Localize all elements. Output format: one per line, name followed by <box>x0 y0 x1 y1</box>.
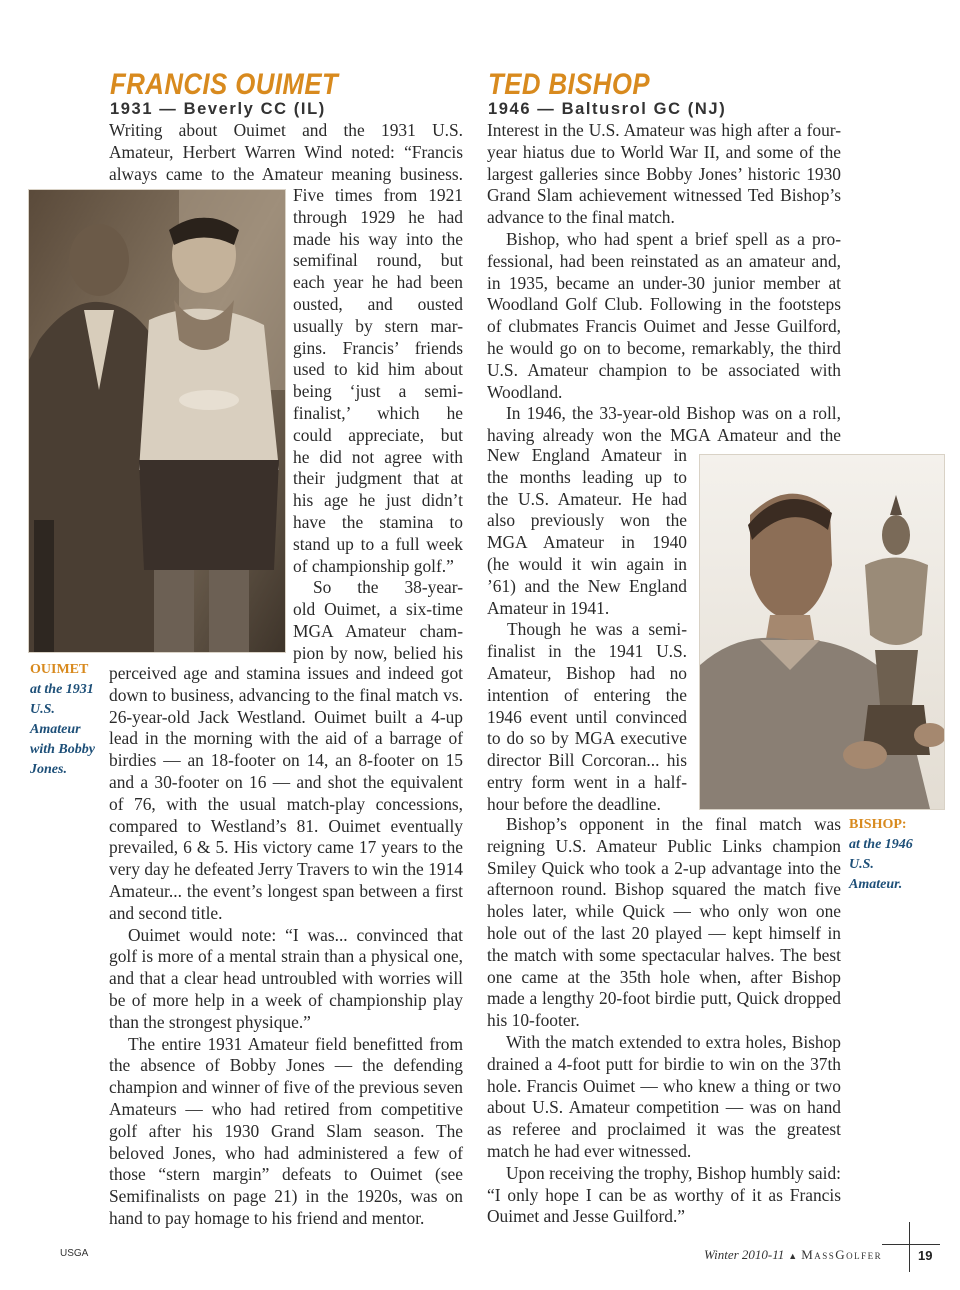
left-wrap-line: pion by now, belied his <box>293 642 463 663</box>
right-paragraph: Bishop, who had spent a brief spell as a professional, had been reinstated as an amateur and, in 1935, became an under-30 junior member at Woodland Golf Club. Following in the footsteps of clubmates Francis Ouimet and Jesse Guilford, he would go on to become, remarkably, the third U.S. Amateur champion to be associated with Woodland. <box>487 228 841 402</box>
right-paragraph: In 1946, the 33-year-old Bishop was on a roll, having already won the MGA Amateur and the <box>487 403 841 446</box>
left-wrap-line: his age he just didn’t <box>293 490 463 511</box>
left-wrap-line: stand up to a full week <box>293 533 463 554</box>
caption-lead: OUIMET <box>30 662 89 677</box>
left-headline: FRANCIS OUIMET <box>110 68 339 101</box>
left-wrap-line: semifinal round, but <box>293 250 463 271</box>
left-wrap-line: ousted, and ousted <box>293 293 463 314</box>
right-paragraph: With the match extended to extra holes, Bishop drained a 4-foot putt for birdie to win on the 37th hole. Francis Ouimet — who knew a thing or two about U.S. Amateur competition — was on hand as referee and proclaimed it was the greatest match he had ever witnessed. <box>487 1031 841 1161</box>
right-wrap-line: Though he was a semi- <box>507 619 687 640</box>
left-wrap-line: have the stamina to <box>293 511 463 532</box>
left-wrap-text <box>293 185 463 665</box>
caption-text: at the 1931 U.S. Amateur with Bobby Jones. <box>30 682 95 777</box>
left-paragraph: Ouimet would note: “I was... convinced that golf is more of a mental strain than a physical one, and that a clear head untroubled with worries will be of more help in a week of championship play than the strongest physique.” <box>109 924 463 1032</box>
right-paragraph: Bishop’s opponent in the final match was reigning U.S. Amateur Public Links champion Smiley Quick who took a 2-up advantage into the afternoon round. Bishop squared the match five holes later, while Quick — who only won one hole out of the last 20 played — kept himself in the match with some spectacular halves. The best one came at the 35th hole when, after Bishop made a lengthy 20-foot birdie putt, Quick dropped his 10-footer. <box>487 814 841 1031</box>
right-paragraph: Upon receiving the trophy, Bishop humbly said: “I only hope I can be as worthy of it as Francis Ouimet and Jesse Guilford.” <box>487 1162 841 1227</box>
bishop-trophy-photo <box>700 455 944 809</box>
crop-mark-vertical <box>909 1222 910 1272</box>
left-paragraph: perceived age and stamina issues and indeed got down to business, advancing to the final match vs. 26-year-old Jack Westland. Ouimet built a 4-up lead in the morning with the aid of a barrage of birdies — an 18-footer on 14, an 8-footer on 15 and a 30-footer on 16 — and shot the equivalent of 76, with the usual match-play concessions, compared to Westland’s 81. Ouimet eventually prevailed, 6 & 5. His victory came 17 years to the very day he defeated Jerry Travers to win the 1914 Amateur... the event’s longest span between a first and second title. <box>109 663 463 923</box>
left-wrap-line: used to kid him about <box>293 359 463 380</box>
left-wrap-line: of championship golf.” <box>293 555 454 576</box>
left-paragraph: The entire 1931 Amateur field benefitted from the absence of Bobby Jones — the defending champion and winner of five of the previous seven Amateurs — who had retired from competitive golf after his 1930 Grand Slam season. The beloved Jones, who had administered a few of those “stern margin” defeats to Ouimet (see Semifinalists on page 21) in the 1920s, was on hand to pay homage to his friend and mentor. <box>109 1033 463 1228</box>
right-wrap-line: director Bill Corcoran... his <box>487 750 687 771</box>
right-wrap-line: also previously won the <box>487 510 687 531</box>
left-body <box>109 663 463 1230</box>
left-line-2: Amateur, Herbert Warren Wind noted: “Francis <box>109 141 463 162</box>
right-wrap-line: the months leading up to <box>487 466 687 487</box>
right-wrap-line: finalist in the 1941 U.S. <box>487 641 687 662</box>
left-wrap-line: finalist,’ which he <box>293 402 463 423</box>
left-wrap-line: So the 38-year- <box>313 577 463 598</box>
triangle-icon: ▲ <box>788 1251 798 1261</box>
right-wrap-line: to do so by MGA executive <box>487 728 687 749</box>
left-wrap-line: through 1929 he had <box>293 206 463 227</box>
left-line-3: always came to the Amateur meaning business. <box>109 163 463 184</box>
right-wrap-line: the U.S. Amateur. He had <box>487 488 687 509</box>
left-intro <box>109 120 463 185</box>
footer-publisher: USGA <box>60 1248 89 1259</box>
left-wrap-line: gins. Francis’ friends <box>293 337 463 358</box>
left-wrap-line: Five times from 1921 <box>293 185 463 205</box>
right-wrap-line: New England Amateur in <box>487 445 687 465</box>
left-line-1: Writing about Ouimet and the 1931 U.S. <box>109 120 463 140</box>
page-number: 19 <box>918 1248 933 1263</box>
left-wrap-line: old Ouimet, a six-time <box>293 599 463 620</box>
right-headline: TED BISHOP <box>488 68 650 101</box>
right-paragraph: Interest in the U.S. Amateur was high after a four-year hiatus due to World War II, and some of the largest galleries since Bobby Jones’ historic 1930 Grand Slam achievement witnessed Ted Bishop’s advance to the final match. <box>487 120 841 228</box>
bishop-photo-caption <box>849 815 929 895</box>
left-wrap-line: being ‘just a semi- <box>293 381 463 402</box>
ouimet-jones-photo-art <box>29 190 285 652</box>
left-wrap-line: could appreciate, but <box>293 424 463 445</box>
caption-lead: BISHOP: <box>849 817 907 832</box>
crop-mark-horizontal <box>882 1244 940 1245</box>
right-wrap-line: 1946 event until convinced <box>487 706 687 727</box>
right-subhead: 1946 — Baltusrol GC (NJ) <box>488 100 727 118</box>
footer-issue-group <box>704 1246 882 1264</box>
right-wrap-line: entry form went in a half- <box>487 771 687 792</box>
left-wrap-line: their judgment that at <box>293 468 463 489</box>
left-wrap-line: he did not agree with <box>293 446 463 467</box>
right-intro <box>487 120 841 447</box>
left-subhead: 1931 — Beverly CC (IL) <box>110 100 326 118</box>
left-wrap-line: made his way into the <box>293 228 463 249</box>
right-wrap-line: Amateur in 1941. <box>487 597 610 618</box>
footer-magazine: MassGolfer <box>801 1247 883 1262</box>
right-wrap-line: (he would it win again in <box>487 553 687 574</box>
bishop-trophy-photo-art <box>700 455 944 809</box>
right-body-narrow <box>487 814 841 1228</box>
left-wrap-line: MGA Amateur cham- <box>293 620 463 641</box>
ouimet-photo-caption <box>30 660 106 780</box>
right-wrap-line: hour before the deadline. <box>487 793 661 814</box>
left-wrap-line: each year he had been <box>293 272 463 293</box>
caption-text: at the 1946 U.S. Amateur. <box>849 837 913 892</box>
ouimet-jones-photo <box>29 190 285 652</box>
right-wrap-line: ’61) and the New England <box>487 575 687 596</box>
left-wrap-line: usually by stern mar- <box>293 315 463 336</box>
right-wrap-line: MGA Amateur in 1940 <box>487 532 687 553</box>
right-wrap-line: Amateur, Bishop had no <box>487 662 687 683</box>
right-wrap-line: intention of entering the <box>487 684 687 705</box>
right-wrap-text <box>487 445 687 816</box>
footer-issue: Winter 2010-11 <box>704 1247 785 1262</box>
